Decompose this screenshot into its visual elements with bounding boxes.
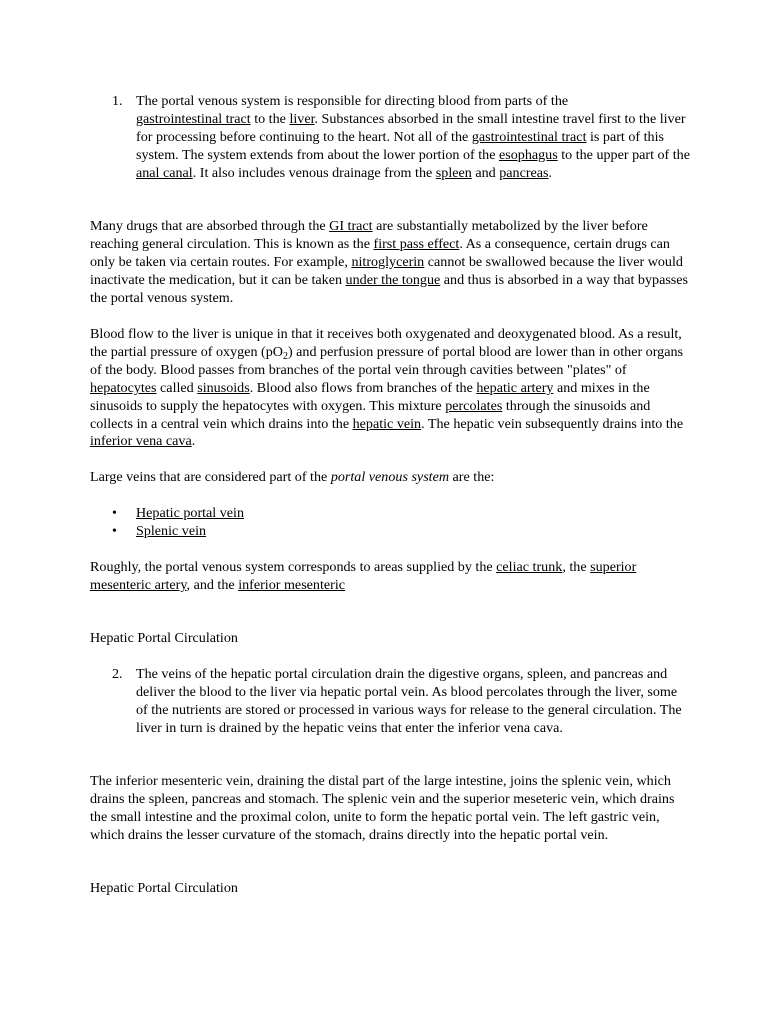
vein-bullet-list xyxy=(90,505,690,541)
numbered-item-2 xyxy=(90,666,690,738)
link-esophagus[interactable]: esophagus xyxy=(498,146,558,163)
bullet-icon: • xyxy=(112,522,117,539)
link-spleen[interactable]: spleen xyxy=(435,164,472,181)
link-first-pass-effect[interactable]: first pass effect xyxy=(373,235,460,252)
link-gi-tract[interactable]: GI tract xyxy=(329,218,373,234)
item-1-text: The portal venous system is responsible for directing blood from parts of the gastrointestinal tract to the liver. Substances absorbed in the small intestine travel first to the liver for processing before continuing to the heart. Not all of the gastrointestinal tract is part of this system. The system extends from about the lower portion of the esophagus to the upper part of the anal canal. It also includes venous drainage from the spleen and pancreas. xyxy=(136,93,690,181)
list-number: 1. xyxy=(112,93,123,109)
section-heading-1: Hepatic Portal Circulation xyxy=(90,630,238,646)
link-gastrointestinal-tract[interactable]: gastrointestinal tract xyxy=(136,110,251,127)
link-inferior-vena-cava[interactable]: inferior vena cava xyxy=(90,433,192,450)
list-number: 2. xyxy=(112,666,123,682)
paragraph-drugs: Many drugs that are absorbed through the GI tract are substantially metabolized by the liver before reaching general circulation. This is known as the first pass effect. As a consequence, certain drugs can only be taken via certain routes. For example, nitroglycerin cannot be swallowed because the liver would inactivate the medication, but it can be taken under the tongue and thus is absorbed in a way that bypasses the portal venous system. xyxy=(90,218,689,306)
link-liver[interactable]: liver xyxy=(289,110,315,127)
link-pancreas[interactable]: pancreas xyxy=(499,164,549,181)
list-item xyxy=(90,523,690,541)
link-superior-mesenteric-artery[interactable]: superior mesenteric artery xyxy=(90,559,637,593)
list-item xyxy=(90,505,690,523)
link-nitroglycerin[interactable]: nitroglycerin xyxy=(351,253,425,270)
paragraph-blood-flow: Blood flow to the liver is unique in that it receives both oxygenated and deoxygenated blood. As a result, the partial pressure of oxygen $(pO_2)$ and perfusion pressure of portal blood are lower than in other organs of the body. Blood passes from branches of the portal vein through cavities between "plates" of hepatocytes called sinusoids. Blood also flows from branches of the hepatic artery and mixes in the sinusoids to supply the hepatocytes with oxygen. This mixture percolates through the sinusoids and collects in a central vein which drains into the hepatic vein. The hepatic vein subsequently drains into the inferior vena cava. xyxy=(90,326,684,450)
link-sinusoids[interactable]: sinusoids xyxy=(197,379,250,396)
paragraph-inferior-mesenteric: The inferior mesenteric vein, draining the distal part of the large intestine, joins the splenic vein, which drains the spleen, pancreas and stomach. The splenic vein and the superior meseteric vein, which drains the small intestine and the proximal colon, unite to form the hepatic portal vein. The left gastric vein, which drains the lesser curvature of the stomach, drains directly into the hepatic portal vein. xyxy=(90,773,675,843)
link-percolates[interactable]: percolates xyxy=(445,397,503,414)
bullet-icon: • xyxy=(112,505,117,521)
paragraph-large-veins: Large veins that are considered part of the portal venous system are the: xyxy=(90,469,495,485)
numbered-item-1 xyxy=(90,93,690,183)
link-hepatic-portal-vein[interactable]: Hepatic portal vein xyxy=(136,505,245,521)
link-anal-canal[interactable]: anal canal xyxy=(136,164,193,181)
item-2-text: The veins of the hepatic portal circulation drain the digestive organs, spleen, and pancreas and deliver the blood to the liver via hepatic portal vein. As blood percolates through the liver, some of the nutrients are stored or processed in various ways for release to the general circulation. The liver in turn is drained by the hepatic veins that enter the inferior vena cava. xyxy=(136,666,682,736)
emphasis-portal-venous-system: portal venous system xyxy=(330,469,450,485)
link-inferior-mesenteric[interactable]: inferior mesenteric xyxy=(238,576,346,593)
link-hepatocytes[interactable]: hepatocytes xyxy=(90,379,157,396)
link-hepatic-artery[interactable]: hepatic artery xyxy=(476,379,554,396)
section-heading-2: Hepatic Portal Circulation xyxy=(90,880,238,896)
link-gastrointestinal-tract-2[interactable]: gastrointestinal tract xyxy=(471,128,587,145)
paragraph-roughly: Roughly, the portal venous system corresponds to areas supplied by the celiac trunk, the superior mesenteric artery, and the inferior mesenteric xyxy=(90,559,637,593)
link-under-the-tongue[interactable]: under the tongue xyxy=(345,271,441,288)
link-splenic-vein[interactable]: Splenic vein xyxy=(136,522,207,539)
link-celiac-trunk[interactable]: celiac trunk xyxy=(496,559,563,575)
link-hepatic-vein[interactable]: hepatic vein xyxy=(352,415,422,432)
